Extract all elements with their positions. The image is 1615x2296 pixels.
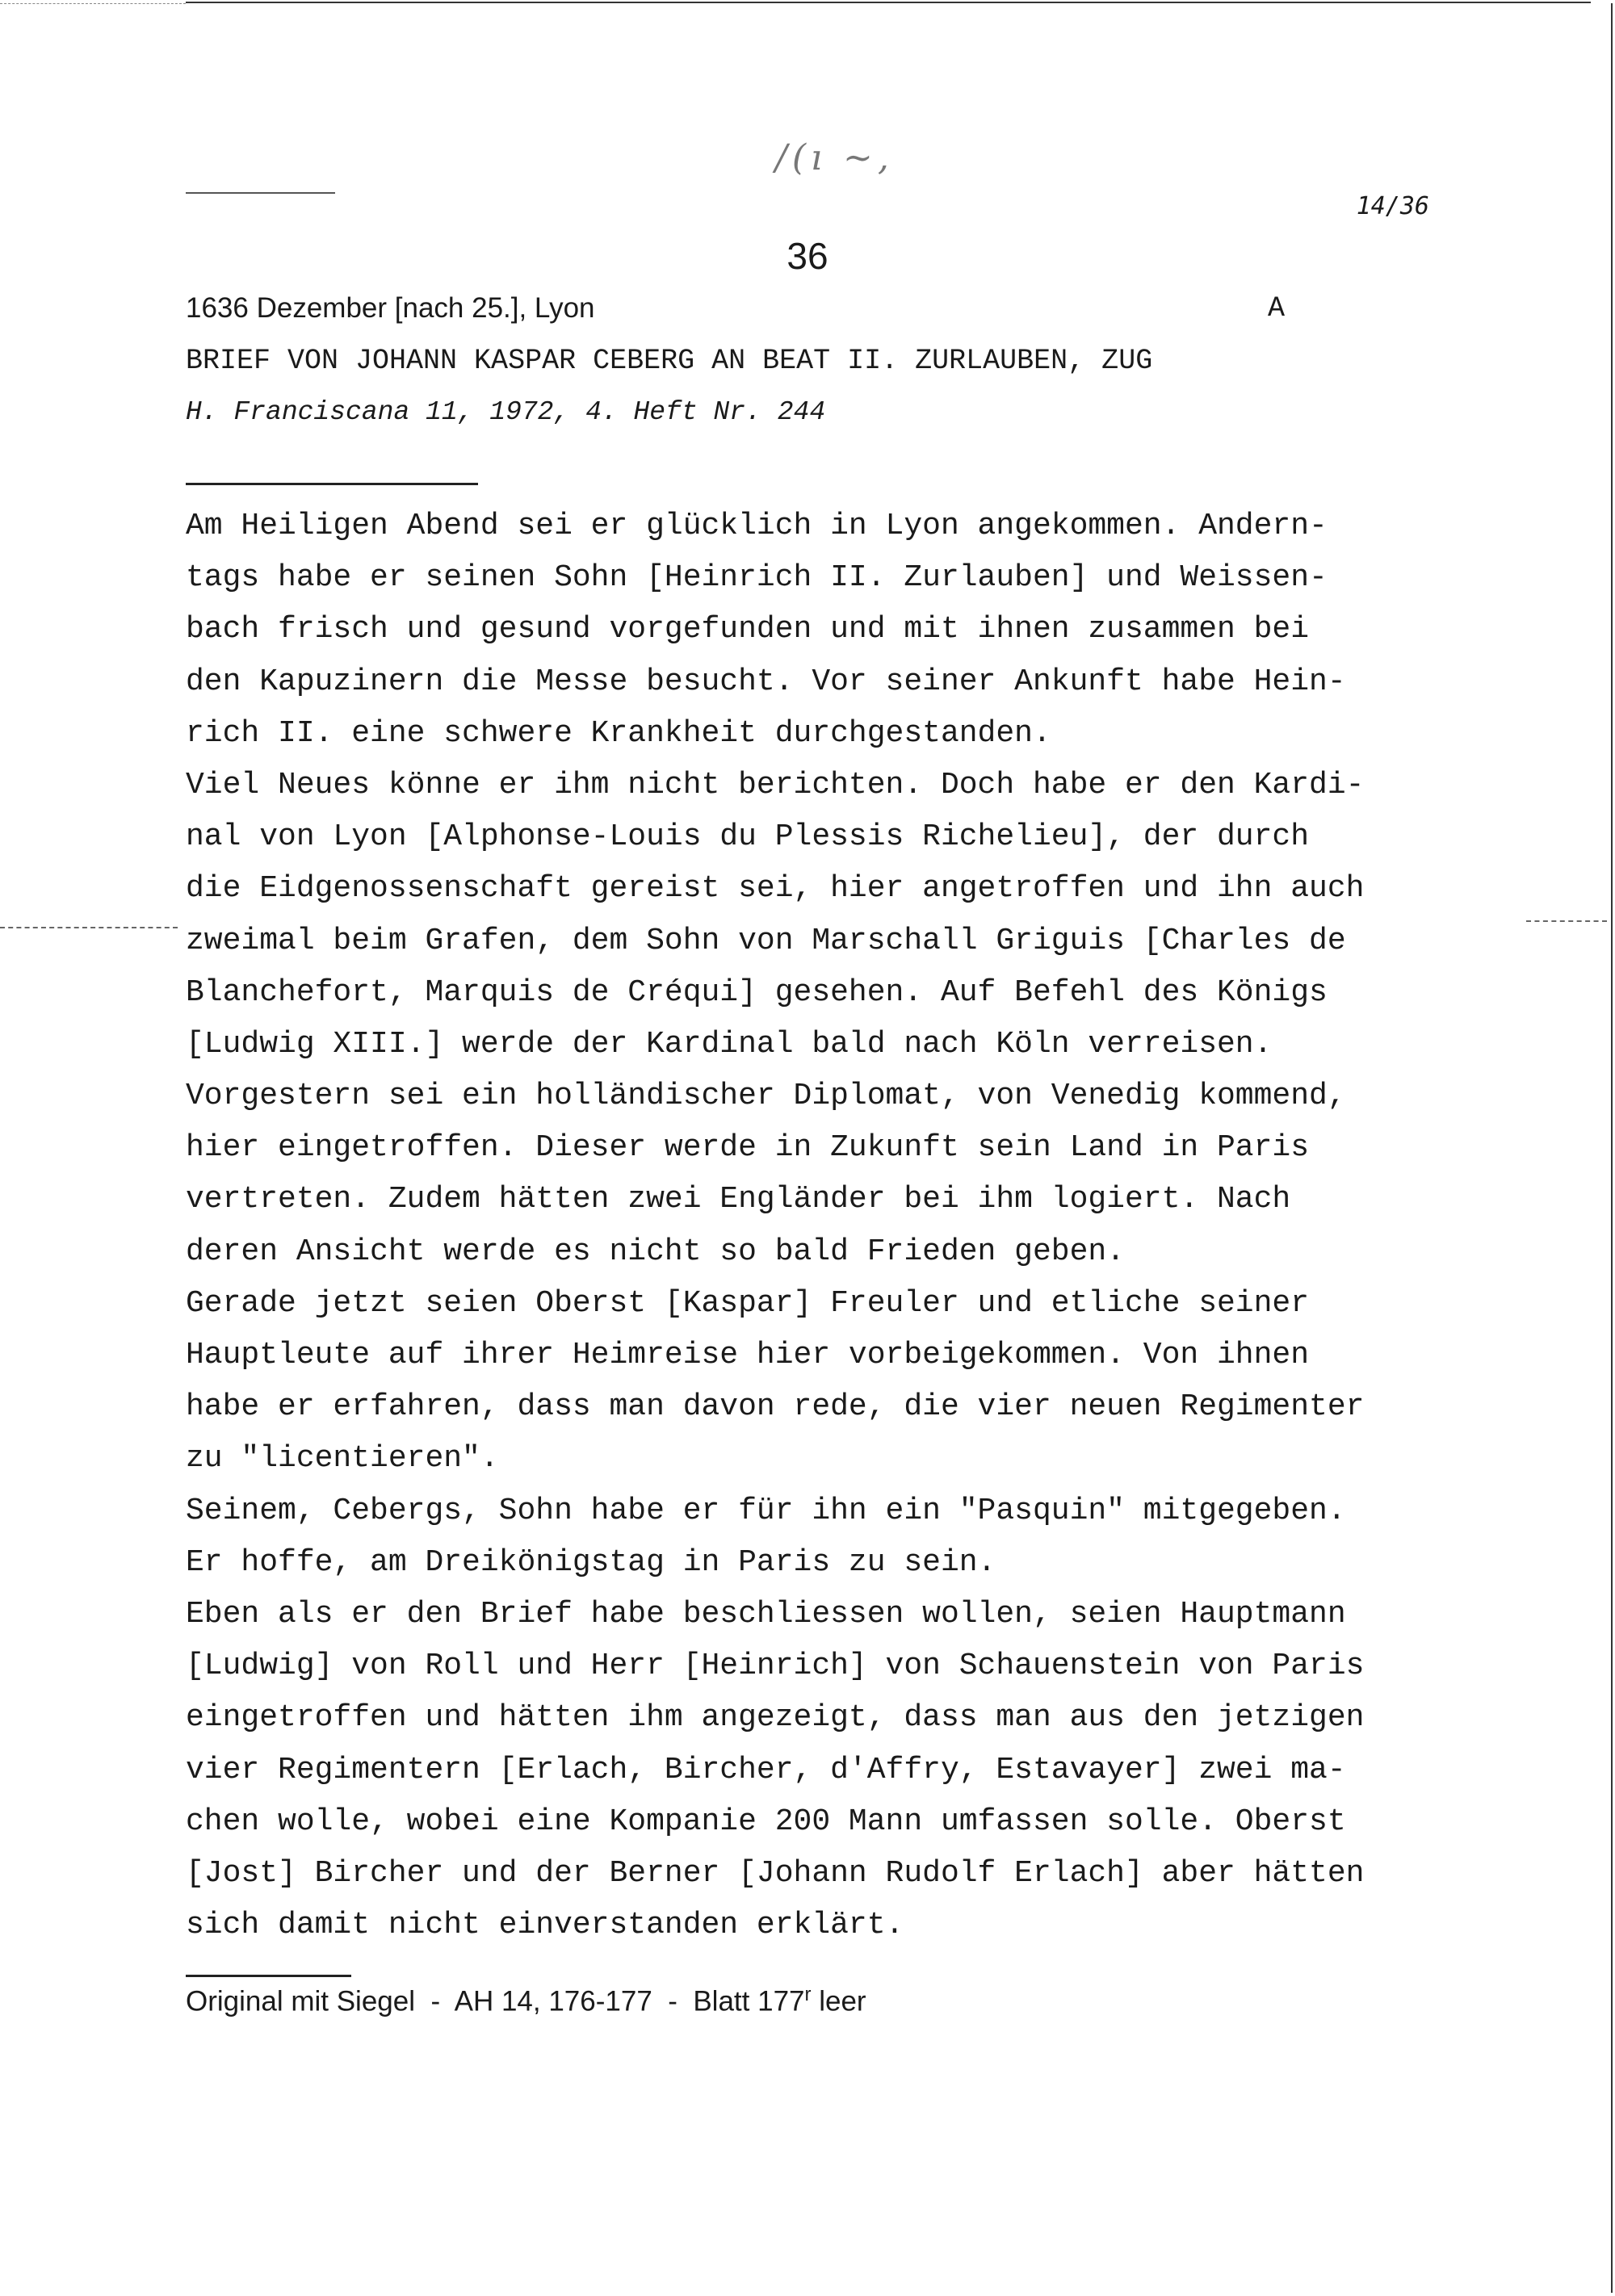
date-place: 1636 Dezember [nach 25.], Lyon — [186, 292, 595, 324]
header-rule — [186, 483, 478, 485]
text-line: sich damit nicht einverstanden erklärt. — [186, 1908, 904, 1943]
text-line: chen wolle, wobei eine Kompanie 200 Mann umfassen solle. Oberst — [186, 1804, 1346, 1839]
document-source: H. Franciscana 11, 1972, 4. Heft Nr. 244 — [186, 397, 826, 427]
footer-main: Original mit Siegel - AH 14, 176-177 - Blatt 177 — [186, 1985, 805, 2017]
text-line: hier eingetroffen. Dieser werde in Zukunft sein Land in Paris — [186, 1130, 1310, 1166]
text-line: [Ludwig XIII.] werde der Kardinal bald nach Köln verreisen. — [186, 1026, 1273, 1062]
text-line: Vorgestern sei ein holländischer Diplomat, von Venedig kommend, — [186, 1079, 1346, 1114]
top-rule — [186, 192, 335, 194]
text-line: Viel Neues könne er ihm nicht berichten. Doch habe er den Kardi- — [186, 767, 1365, 802]
footer-note — [186, 1984, 866, 2018]
text-line: vier Regimentern [Erlach, Bircher, d'Affry, Estavayer] zwei ma- — [186, 1752, 1346, 1787]
text-line: Blanchefort, Marquis de Créqui] gesehen. Auf Befehl des Königs — [186, 974, 1328, 1010]
letter-summary — [186, 501, 1364, 1951]
footer-tail: leer — [811, 1985, 866, 2017]
text-line: [Jost] Bircher und der Berner [Johann Rudolf Erlach] aber hätten — [186, 1855, 1365, 1891]
document-type: A — [1268, 292, 1286, 325]
handwritten-scribble: /(ı ~, — [775, 137, 894, 178]
fold-mark-right — [1526, 920, 1607, 922]
text-line: deren Ansicht werde es nicht so bald Frieden geben. — [186, 1234, 1125, 1269]
scan-edge-top — [186, 2, 1591, 3]
footer-rule — [186, 1975, 351, 1977]
text-line: habe er erfahren, dass man davon rede, die vier neuen Regimenter — [186, 1389, 1365, 1425]
text-line: Er hoffe, am Dreikönigstag in Paris zu sein. — [186, 1544, 996, 1580]
footer-superscript: r — [804, 1984, 812, 2005]
scan-edge-right — [1611, 3, 1613, 2293]
text-line: Am Heiligen Abend sei er glücklich in Lyon angekommen. Andern- — [186, 509, 1328, 543]
document-number: 36 — [787, 235, 828, 277]
text-line: vertreten. Zudem hätten zwei Engländer bei ihm logiert. Nach — [186, 1182, 1291, 1217]
text-line: Gerade jetzt seien Oberst [Kaspar] Freuler und etliche seiner — [186, 1285, 1310, 1321]
text-line: die Eidgenossenschaft gereist sei, hier angetroffen und ihn auch — [186, 871, 1365, 907]
scan-edge-top-left — [0, 3, 186, 4]
text-line: nal von Lyon [Alphonse-Louis du Plessis Richelieu], der durch — [186, 819, 1310, 855]
text-line: zu "licentieren". — [186, 1441, 499, 1477]
text-line: tags habe er seinen Sohn [Heinrich II. Zurlauben] und Weissen- — [186, 560, 1328, 596]
text-line: [Ludwig] von Roll und Herr [Heinrich] von Schauenstein von Paris — [186, 1649, 1365, 1684]
text-line: zweimal beim Grafen, dem Sohn von Marschall Griguis [Charles de — [186, 923, 1346, 958]
fold-mark-left — [0, 927, 178, 928]
text-line: Eben als er den Brief habe beschliessen wollen, seien Hauptmann — [186, 1596, 1346, 1632]
text-line: Hauptleute auf ihrer Heimreise hier vorbeigekommen. Von ihnen — [186, 1338, 1310, 1372]
document-title: BRIEF VON JOHANN KASPAR CEBERG AN BEAT II. ZURLAUBEN, ZUG — [186, 345, 1153, 377]
text-line: rich II. eine schwere Krankheit durchgestanden. — [186, 715, 1051, 751]
archive-reference: 14/36 — [1356, 192, 1429, 220]
text-line: Seinem, Cebergs, Sohn habe er für ihn ein "Pasquin" mitgegeben. — [186, 1493, 1346, 1528]
text-line: bach frisch und gesund vorgefunden und mit ihnen zusammen bei — [186, 612, 1310, 647]
text-line: den Kapuzinern die Messe besucht. Vor seiner Ankunft habe Hein- — [186, 664, 1346, 699]
text-line: eingetroffen und hätten ihm angezeigt, dass man aus den jetzigen — [186, 1700, 1365, 1736]
